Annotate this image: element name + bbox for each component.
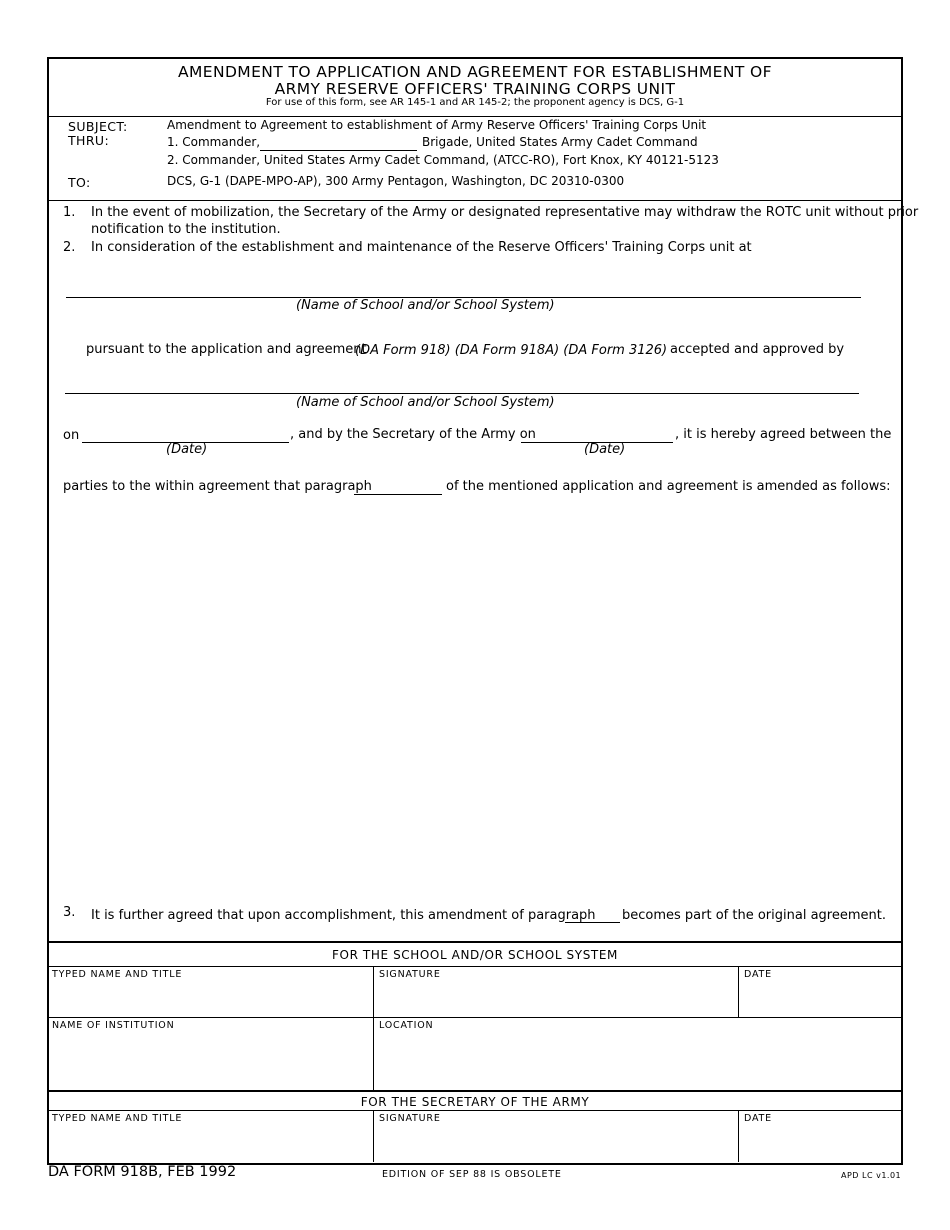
amendment-text-area[interactable]	[60, 505, 888, 895]
school-name-caption-1: (Name of School and/or School System)	[296, 298, 555, 313]
divider	[49, 966, 901, 967]
army-typed-name-label: TYPED NAME AND TITLE	[52, 1113, 183, 1124]
parties-text: parties to the within agreement that paragraph	[63, 479, 372, 494]
divider	[738, 1110, 739, 1162]
edition-note: EDITION OF SEP 88 IS OBSOLETE	[382, 1169, 562, 1180]
army-signature-label: SIGNATURE	[379, 1113, 441, 1124]
date-caption-1: (Date)	[166, 442, 208, 457]
location-label: LOCATION	[379, 1020, 434, 1031]
army-date-label: DATE	[744, 1113, 772, 1124]
thru-item-1-prefix: 1. Commander,	[167, 135, 261, 149]
accepted-text: accepted and approved by	[670, 342, 845, 357]
form-subtitle: For use of this form, see AR 145-1 and AR 145-2; the proponent agency is DCS, G-1	[265, 97, 685, 108]
school-date-label: DATE	[744, 969, 772, 980]
paragraph-3-suffix: becomes part of the original agreement.	[622, 908, 886, 923]
school-typed-name-label: TYPED NAME AND TITLE	[52, 969, 183, 980]
thru-label: THRU:	[68, 133, 110, 148]
to-text: DCS, G-1 (DAPE-MPO-AP), 300 Army Pentagon, Washington, DC 20310-0300	[167, 174, 625, 188]
school-section-heading: FOR THE SCHOOL AND/OR SCHOOL SYSTEM	[332, 948, 618, 962]
form-title-line2: ARMY RESERVE OFFICERS' TRAINING CORPS UNIT	[274, 80, 676, 98]
brigade-field[interactable]	[260, 150, 417, 151]
form-id: DA FORM 918B, FEB 1992	[48, 1164, 237, 1180]
institution-field[interactable]	[50, 1033, 371, 1088]
institution-label: NAME OF INSTITUTION	[52, 1020, 175, 1031]
divider	[49, 1110, 901, 1111]
divider	[738, 966, 739, 1017]
da-forms-text: (DA Form 918) (DA Form 918A) (DA Form 3126)	[355, 343, 668, 358]
army-section-heading: FOR THE SECRETARY OF THE ARMY	[360, 1095, 590, 1109]
on-text: on	[63, 428, 80, 443]
paragraph-2-text: In consideration of the establishment and maintenance of the Reserve Officers' Training Corps unit at	[91, 240, 752, 255]
divider	[49, 1090, 901, 1092]
school-signature-label: SIGNATURE	[379, 969, 441, 980]
school-name-caption-2: (Name of School and/or School System)	[296, 395, 555, 410]
paragraph-number-field[interactable]	[354, 494, 442, 495]
school-signature-field[interactable]	[375, 982, 736, 1015]
location-field[interactable]	[375, 1033, 899, 1088]
version-label: APD LC v1.01	[841, 1171, 902, 1180]
army-signature-field[interactable]	[375, 1126, 736, 1160]
divider	[49, 116, 901, 117]
form-title-line1: AMENDMENT TO APPLICATION AND AGREEMENT FOR ESTABLISHMENT OF	[178, 63, 772, 81]
subject-text: Amendment to Agreement to establishment of Army Reserve Officers' Training Corps Unit	[167, 118, 707, 132]
divider	[373, 966, 374, 1090]
thru-item-1-suffix: Brigade, United States Army Cadet Command	[422, 135, 698, 149]
secretary-text: , and by the Secretary of the Army on	[290, 427, 536, 442]
paragraph-1-line1: In the event of mobilization, the Secretary of the Army or designated representative may withdraw the ROTC unit without prior	[91, 205, 919, 220]
paragraph-3-number: 3.	[63, 905, 76, 920]
divider	[49, 1017, 901, 1018]
paragraph-2-number: 2.	[63, 240, 76, 255]
paragraph-1-line2: notification to the institution.	[91, 222, 281, 237]
school-typed-name-field[interactable]	[50, 982, 371, 1015]
paragraph-1-number: 1.	[63, 205, 76, 220]
divider	[373, 1110, 374, 1162]
date-caption-2: (Date)	[584, 442, 626, 457]
army-typed-name-field[interactable]	[50, 1126, 371, 1160]
divider	[49, 200, 901, 201]
school-name-field-2[interactable]	[65, 393, 859, 394]
to-label: TO:	[68, 175, 91, 190]
thru-item-2: 2. Commander, United States Army Cadet Command, (ATCC-RO), Fort Knox, KY 40121-5123	[167, 153, 719, 167]
army-date-input[interactable]	[740, 1126, 899, 1160]
subject-label: SUBJECT:	[68, 119, 128, 134]
hereby-text: , it is hereby agreed between the	[675, 427, 892, 442]
amended-text: of the mentioned application and agreement is amended as follows:	[446, 479, 891, 494]
paragraph-3-field[interactable]	[565, 922, 620, 923]
divider	[49, 941, 901, 943]
school-date-input[interactable]	[740, 982, 899, 1015]
paragraph-3-text: It is further agreed that upon accomplishment, this amendment of paragraph	[91, 908, 596, 923]
pursuant-text: pursuant to the application and agreement	[86, 342, 367, 357]
